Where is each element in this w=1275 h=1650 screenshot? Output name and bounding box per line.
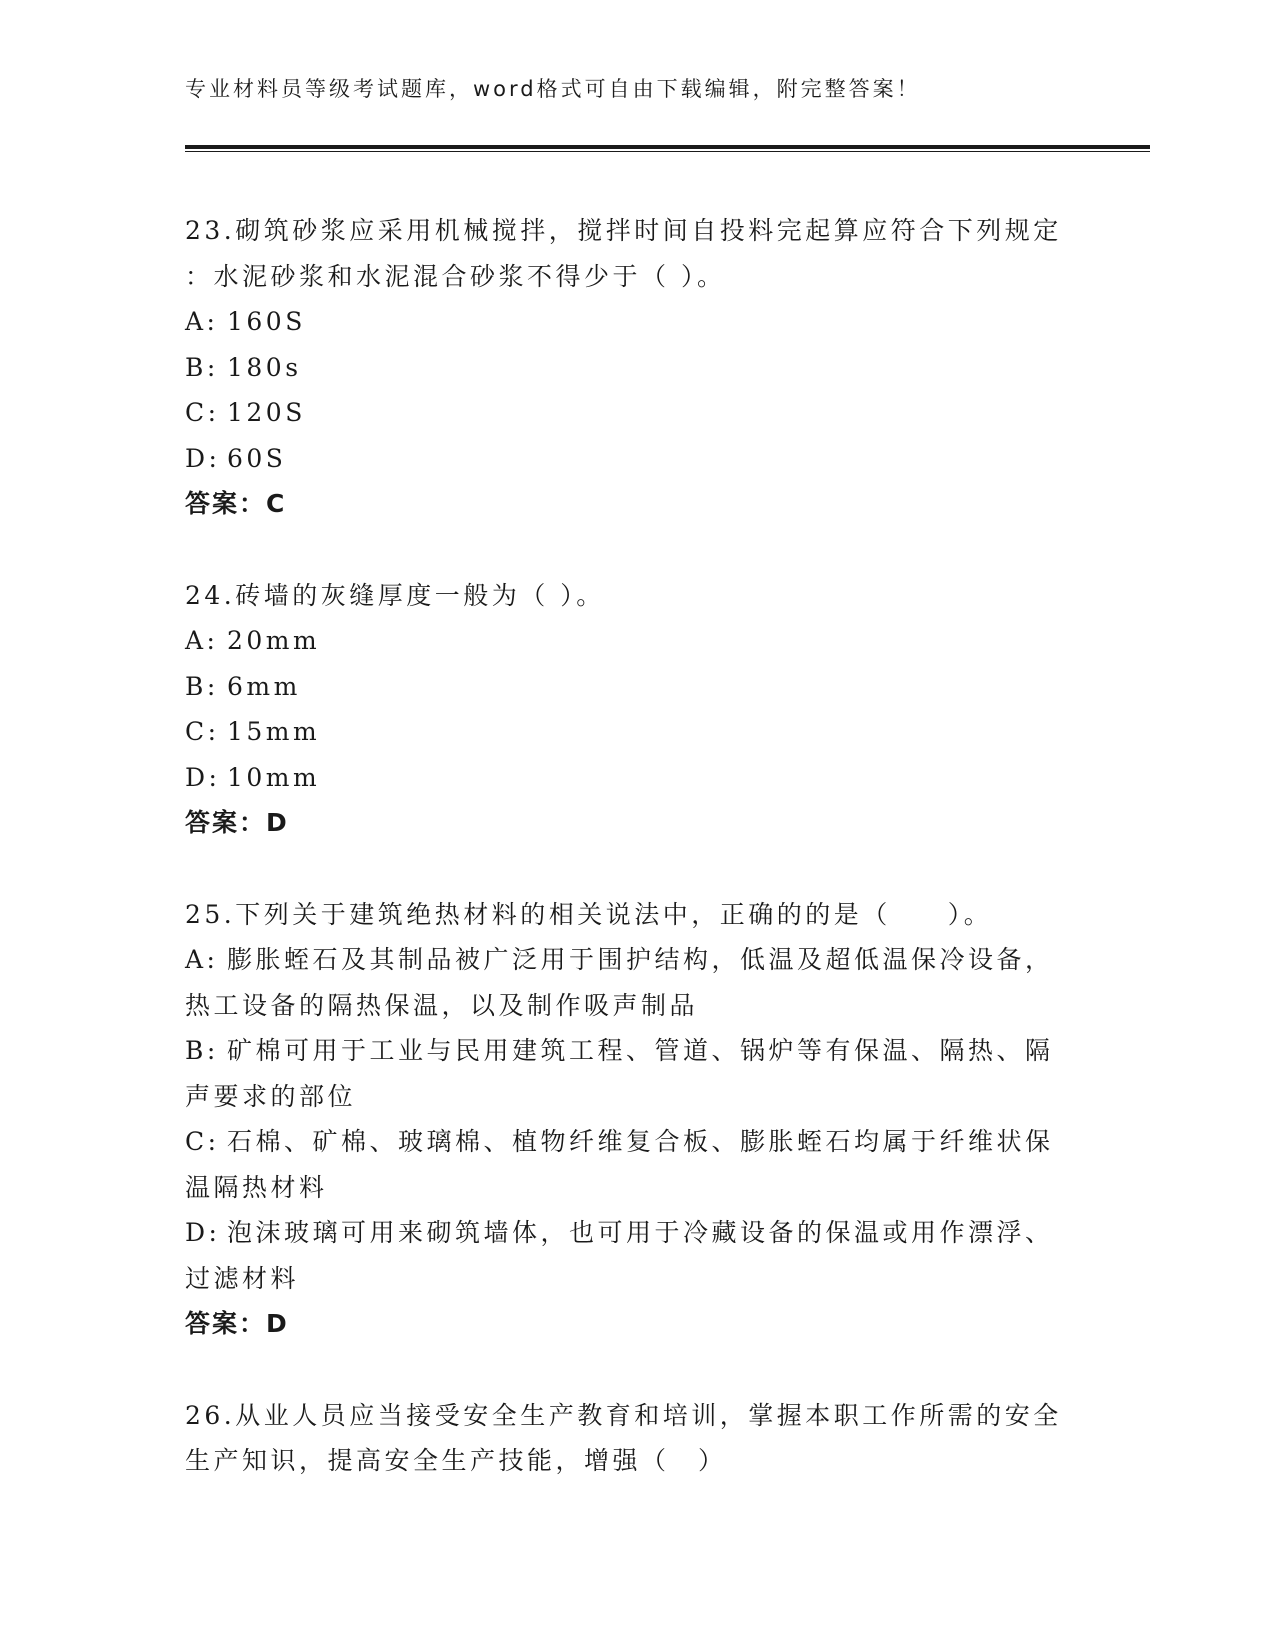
- option-b-continued: 声要求的部位: [185, 1081, 357, 1111]
- option-c: [185, 709, 1085, 755]
- option-text: 矿棉可用于工业与民用建筑工程、管道、锅炉等有保温、隔热、隔: [227, 1036, 1054, 1065]
- option-text: 6mm: [227, 671, 301, 701]
- option-d-continued: 过滤材料: [185, 1263, 300, 1293]
- option-label: B:: [185, 352, 219, 382]
- question-23: [185, 208, 1085, 527]
- option-label: A:: [185, 626, 219, 655]
- option-a: [185, 937, 1085, 983]
- option-text: 石棉、矿棉、玻璃棉、植物纤维复合板、膨胀蛭石均属于纤维状保: [227, 1127, 1054, 1156]
- option-text: 160S: [227, 307, 306, 336]
- question-stem-line: 25.下列关于建筑绝热材料的相关说法中，正确的的是（ ）。: [185, 899, 993, 929]
- question-stem-line: 26.从业人员应当接受安全生产教育和培训，掌握本职工作所需的安全: [185, 1400, 1062, 1430]
- option-label: D:: [185, 1218, 221, 1247]
- option-c: [185, 1119, 1085, 1165]
- option-d: [185, 1210, 1085, 1256]
- option-c: [185, 390, 1085, 436]
- question-stem-line: 生产知识，提高安全生产技能，增强（ ）: [185, 1446, 727, 1475]
- option-a-continued: 热工设备的隔热保温，以及制作吸声制品: [185, 990, 699, 1020]
- option-d: [185, 755, 1085, 801]
- question-list: [185, 208, 1085, 1530]
- option-text: 膨胀蛭石及其制品被广泛用于围护结构，低温及超低温保冷设备，: [227, 945, 1054, 974]
- question-24: [185, 573, 1085, 846]
- question-stem-line: ：水泥砂浆和水泥混合砂浆不得少于（ ）。: [185, 261, 726, 291]
- question-stem-line: 24.砖墙的灰缝厚度一般为（ ）。: [185, 580, 605, 610]
- option-label: B:: [185, 671, 219, 701]
- question-stem-line: 23.砌筑砂浆应采用机械搅拌，搅拌时间自投料完起算应符合下列规定: [185, 216, 1062, 245]
- option-d: [185, 436, 1085, 482]
- option-label: D:: [185, 443, 221, 473]
- option-text: 120S: [227, 398, 306, 427]
- option-text: 15mm: [227, 717, 321, 746]
- answer-line: 答案：D: [185, 1309, 289, 1338]
- header-rule-thick: [185, 145, 1150, 149]
- answer-line: 答案：C: [185, 489, 287, 518]
- header-rule-thin: [185, 151, 1150, 152]
- option-c-continued: 温隔热材料: [185, 1172, 328, 1202]
- answer-line: 答案：D: [185, 808, 289, 837]
- option-label: D:: [185, 762, 221, 792]
- option-label: C:: [185, 398, 220, 427]
- question-25: [185, 892, 1085, 1347]
- option-label: A:: [185, 945, 219, 974]
- option-b: [185, 1028, 1085, 1074]
- option-text: 10mm: [227, 762, 321, 792]
- option-b: [185, 345, 1085, 391]
- option-label: B:: [185, 1036, 219, 1065]
- option-label: C:: [185, 717, 220, 746]
- option-label: C:: [185, 1127, 220, 1156]
- option-text: 泡沫玻璃可用来砌筑墙体，也可用于冷藏设备的保温或用作漂浮、: [227, 1218, 1054, 1247]
- page-header: 专业材料员等级考试题库，word格式可自由下载编辑，附完整答案！: [185, 77, 921, 101]
- option-text: 180s: [227, 352, 302, 382]
- option-a: [185, 618, 1085, 664]
- question-26: [185, 1393, 1085, 1484]
- option-text: 60S: [227, 443, 287, 473]
- option-label: A:: [185, 307, 219, 336]
- option-b: [185, 664, 1085, 710]
- option-a: [185, 299, 1085, 345]
- option-text: 20mm: [227, 626, 321, 655]
